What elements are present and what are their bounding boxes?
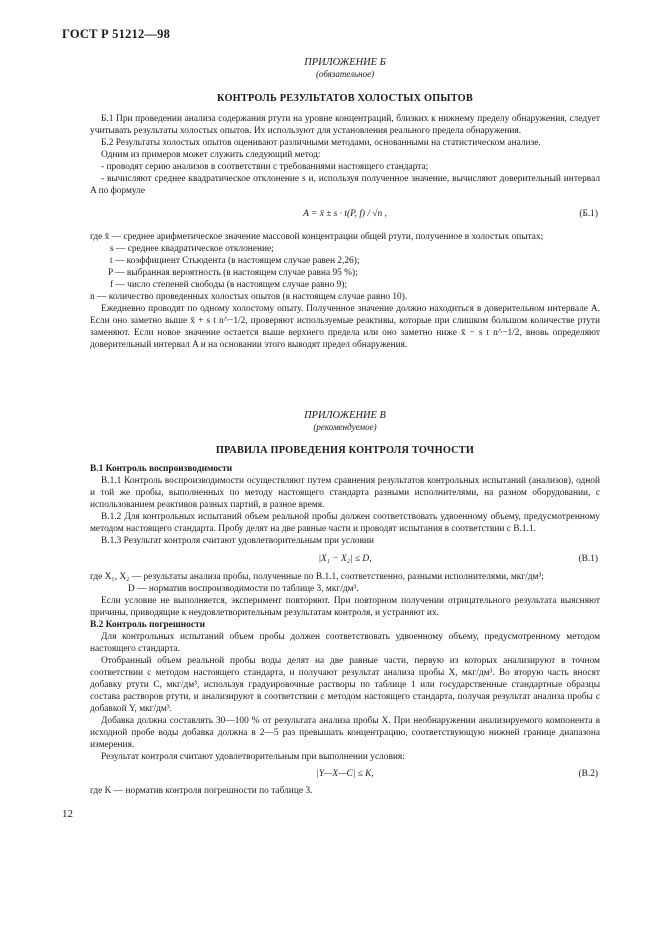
paragraph: Б.2 Результаты холостых опытов оценивают различными методами, основанными на статистическом анализе. <box>101 138 541 148</box>
definition: n — количество проведенных холостых опытов (в настоящем случае равно 10). <box>90 292 408 302</box>
appendix-b-heading: КОНТРОЛЬ РЕЗУЛЬТАТОВ ХОЛОСТЫХ ОПЫТОВ <box>217 93 473 104</box>
formula-v1-number: (В.1) <box>578 554 598 564</box>
section-heading: В.1 Контроль воспроизводимости <box>90 464 233 474</box>
formula-v1 <box>90 547 600 571</box>
section-heading: В.2 Контроль погрешности <box>90 620 205 630</box>
definition: f — число степеней свободы (в настоящем случае равно 9); <box>110 280 348 290</box>
definition: P — выбранная вероятность (в настоящем случае равна 95 %); <box>108 268 358 278</box>
formula-v2-expression: |Y—X—C| ≤ K, <box>316 769 374 779</box>
formula-b1-expression: A = x̄ ± s · t(P, f) / √n , <box>303 209 387 219</box>
appendix-v-title: ПРИЛОЖЕНИЕ В <box>304 410 386 421</box>
document-header: ГОСТ Р 51212—98 <box>62 27 171 41</box>
paragraph: Одним из примеров может служить следующий метод: <box>101 150 321 160</box>
paragraph: В.1.2 Для контрольных испытаний объем реальной пробы должен соответствовать удвоенному объему, предусмотренному методом настоящего стандарта. Пробу делят на две равные части и проводят испытания в соответствии с В.1.1. <box>90 512 600 534</box>
definition: D — норматив воспроизводимости по таблице 3, мкг/дм³. <box>128 584 359 594</box>
appendix-b-status: (обязательное) <box>315 69 375 79</box>
formula-b1 <box>90 199 600 231</box>
appendix-v <box>90 410 600 797</box>
paragraph: Б.1 При проведении анализа содержания ртути на уровне концентраций, близких к нижнему пределу обнаружения, следует учитывать результаты холостых опытов. Их используют для установления реального предела обнаружения. <box>90 114 600 136</box>
formula-v1-expression: |X₁ − X₂| ≤ D, <box>318 554 372 564</box>
appendix-b <box>90 57 600 351</box>
paragraph: - вычисляют среднее квадратическое отклонение s и, используя полученное значение, вычисляют доверительный интервал A по формуле <box>90 174 600 196</box>
paragraph: Ежедневно проводят по одному холостому опыту. Полученное значение должно находиться в доверительном интервале A. Если оно заметно выше x̄ + s t n^−1/2, проверяют используемые реактивы, которые при слишком большом количестве ртути заменяют. Если новое значение остается выше верхнего предела или оно заметно ниже x̄ − s t n^−1/2, вновь определяют доверительный интервал A и на основании этого выводят предел обнаружения. <box>90 304 600 350</box>
paragraph: Для контрольных испытаний объем пробы должен соответствовать удвоенному объему, предусмотренному методом настоящего стандарта. <box>90 632 600 654</box>
paragraph: Отобранный объем реальной пробы воды делят на две равные части, первую из которых анализируют в точном соответствии с методом настоящего стандарта, и получают результат анализа пробы X, мкг/дм³. Во вторую часть вносят добавку ртути C, мкг/дм³, используя градуировочные растворы по таблице 1 или государственные стандартные образцы состава растворов ртути, и анализируют в соответствии с методом настоящего стандарта, получая результат анализа пробы с добавкой Y, мкг/дм³. <box>90 656 600 714</box>
appendix-v-status: (рекомендуемое) <box>313 422 377 432</box>
paragraph: Добавка должна составлять 30—100 % от результата анализа пробы X. При необнаружении анализируемого компонента в исходной пробе воды добавка должна в 2—5 раз превышать концентрацию, соответствующую нижней границе диапазона измерения. <box>90 716 600 750</box>
definition: s — среднее квадратическое отклонение; <box>110 244 274 254</box>
appendix-b-title: ПРИЛОЖЕНИЕ Б <box>304 57 386 68</box>
paragraph: В.1.1 Контроль воспроизводимости осуществляют путем сравнения результатов контрольных испытаний (анализов), одной и той же пробы, выполненных по методу настоящего стандарта разными исполнителями, на разном оборудовании, с использованием реактивов разных партий, в разное время. <box>90 476 600 510</box>
paragraph: Если условие не выполняется, эксперимент повторяют. При повторном получении отрицательного результата выясняют причины, приводящие к неудовлетворительным результатам контроля, и устраняют их. <box>90 596 600 618</box>
formula-v2-number: (В.2) <box>578 769 598 779</box>
formula-b1-number: (Б.1) <box>579 209 598 219</box>
definitions-list <box>90 231 600 303</box>
page-number: 12 <box>62 808 73 820</box>
appendix-v-heading: ПРАВИЛА ПРОВЕДЕНИЯ КОНТРОЛЯ ТОЧНОСТИ <box>215 445 475 456</box>
paragraph: - проводят серию анализов в соответствии с требованиями настоящего стандарта; <box>101 162 429 172</box>
paragraph: Результат контроля считают удовлетворительным при выполнении условия: <box>101 752 405 762</box>
paragraph: В.1.3 Результат контроля считают удовлетворительным при условии <box>101 536 375 546</box>
definition: где K — норматив контроля погрешности по таблице 3. <box>90 786 313 796</box>
definition: t — коэффициент Стьюдента (в настоящем случае равен 2,26); <box>110 256 360 266</box>
definition: где x̄ — среднее арифметическое значение массовой концентрации общей ртути, полученное в холостых опытах; <box>90 232 544 242</box>
definition: где X₁, X₂ — результаты анализа пробы, полученные по В.1.1, соответственно, разными исполнителями, мкг/дм³; <box>90 572 544 582</box>
formula-v2 <box>90 763 600 785</box>
